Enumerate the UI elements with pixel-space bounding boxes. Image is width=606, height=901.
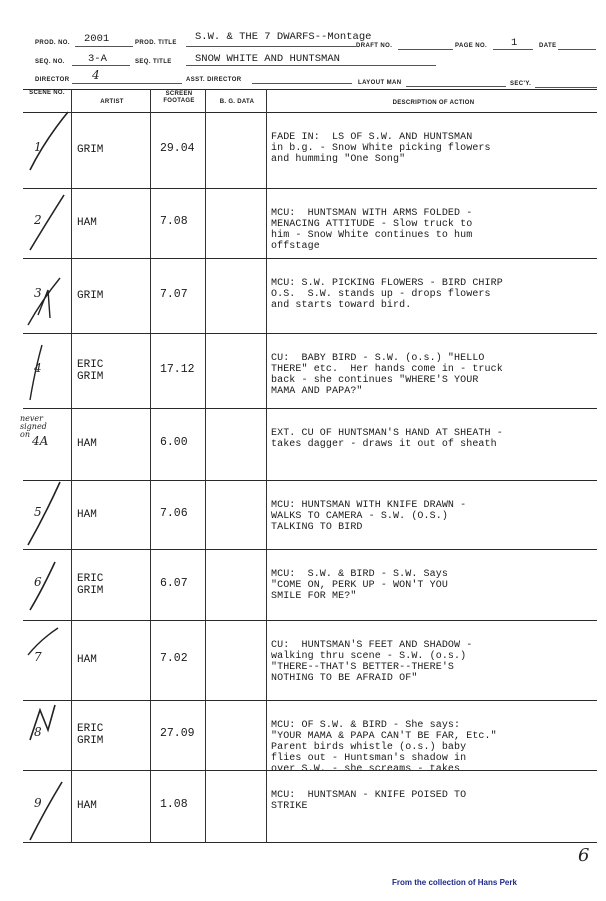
artist-cell: GRIM [77,144,104,156]
scene-4-mark [30,345,42,400]
layout-man-label: LAYOUT MAN [358,80,402,86]
seq-title: SNOW WHITE AND HUNTSMAN [195,53,340,65]
artist-cell: GRIM [77,289,104,302]
description-cell: MCU: OF S.W. & BIRD - She says: "YOUR MAMA & PAPA CAN'T BE FAR, Etc." Parent birds whistle (o.s.) baby flies out - Huntsman's shadow in over S.W. - she screams - takes [271,720,497,775]
artist-cell: ERIC GRIM [77,358,104,383]
scene-number: 1 [34,140,42,154]
footage-cell: 29.04 [160,142,195,155]
scene-6-mark [30,562,55,610]
scene-5-mark [28,482,60,545]
asst-director-label: ASST. DIRECTOR [186,77,242,83]
scene-2-mark [30,195,64,250]
col-artist: ARTIST [100,99,124,105]
footage-cell: 17.12 [160,362,195,376]
scene-number: 8 [34,725,42,739]
description-cell: MCU: S.W. PICKING FLOWERS - BIRD CHIRP O.S. S.W. stands up - drops flowers and starts toward bird. [271,278,503,311]
scene-number: 6 [34,574,42,589]
description-cell: CU: BABY BIRD - S.W. (o.s.) "HELLO THERE" etc. Her hands come in - truck back - she continues "WHERE'S YOUR MAMA AND PAPA?" [271,353,503,397]
footage-cell: 7.08 [160,215,188,228]
prod-title-label: PROD. TITLE [135,40,177,46]
seq-title-label: SEQ. TITLE [135,59,172,65]
col-description: DESCRIPTION OF ACTION [392,100,475,106]
description-cell: FADE IN: LS OF S.W. AND HUNTSMAN in b.g. - Snow White picking flowers and humming "One Song" [271,132,491,165]
scene-4a-annotation: never signed on [20,414,47,439]
scene-number: 7 [34,650,42,664]
secy-label: SEC'Y. [510,81,532,87]
footage-cell: 7.07 [160,287,188,301]
description-cell: MCU: HUNTSMAN - KNIFE POISED TO STRIKE [271,790,467,812]
page-mark: 6 [578,845,590,866]
description-cell: MCU: S.W. & BIRD - S.W. Says "COME ON, PERK UP - WON'T YOU SMILE FOR ME?" [271,569,448,602]
description-cell: MCU: HUNTSMAN WITH KNIFE DRAWN - WALKS TO CAMERA - S.W. (O.S.) TALKING TO BIRD [271,500,467,533]
col-scene-no: SCENE NO. [29,90,65,96]
prod-no: 2001 [84,33,110,45]
prod-title: S.W. & THE 7 DWARFS--Montage [195,31,372,43]
col-bg-data: B. G. DATA [219,99,255,105]
artist-cell: HAM [77,654,97,666]
scene-number: 4 [34,360,42,375]
footage-cell: 7.06 [160,506,188,520]
scene-9-mark [30,782,62,840]
description-cell: MCU: HUNTSMAN WITH ARMS FOLDED - MENACING ATTITUDE - Slow truck to him - Snow White continues to hum offstage [271,208,473,252]
artist-cell: HAM [77,508,97,521]
artist-cell: HAM [77,438,97,450]
scene-3-mark [28,278,60,325]
collection-credit: From the collection of Hans Perk [392,878,517,887]
scene-number: 5 [34,504,42,519]
footage-cell: 27.09 [160,727,195,740]
page-no: 1 [511,37,518,49]
director-label: DIRECTOR [35,77,70,83]
date-label: DATE [539,43,557,49]
scene-number: 3 [34,285,42,300]
draft-no-label: DRAFT NO. [356,43,393,49]
artist-cell: ERIC GRIM [77,572,104,597]
scene-8-mark [30,705,55,740]
footage-cell: 1.08 [160,798,188,811]
scene-number: 4A [32,434,49,448]
artist-cell: HAM [77,217,97,229]
scene-1-mark [30,112,68,170]
artist-cell: ERIC GRIM [77,723,104,747]
scene-number: 9 [34,796,42,810]
scene-7-mark [28,628,58,655]
footage-cell: 7.02 [160,652,188,665]
col-screen-footage: SCREEN FOOTAGE [163,91,195,104]
seq-no: 3-A [88,53,107,65]
footage-cell: 6.00 [160,436,188,449]
prod-no-label: PROD. NO. [35,40,70,46]
artist-cell: HAM [77,800,97,812]
scene-number: 2 [34,213,42,227]
description-cell: EXT. CU OF HUNTSMAN'S HAND AT SHEATH - takes dagger - draws it out of sheath [271,428,503,450]
footage-cell: 6.07 [160,576,188,590]
description-cell: CU: HUNTSMAN'S FEET AND SHADOW - walking thru scene - S.W. (o.s.) "THERE--THAT'S BETTER--THERE'S NOTHING TO BE AFRAID OF" [271,640,473,684]
seq-no-label: SEQ. NO. [35,59,65,65]
director-value: 4 [92,68,100,82]
page-no-label: PAGE NO. [455,43,488,49]
